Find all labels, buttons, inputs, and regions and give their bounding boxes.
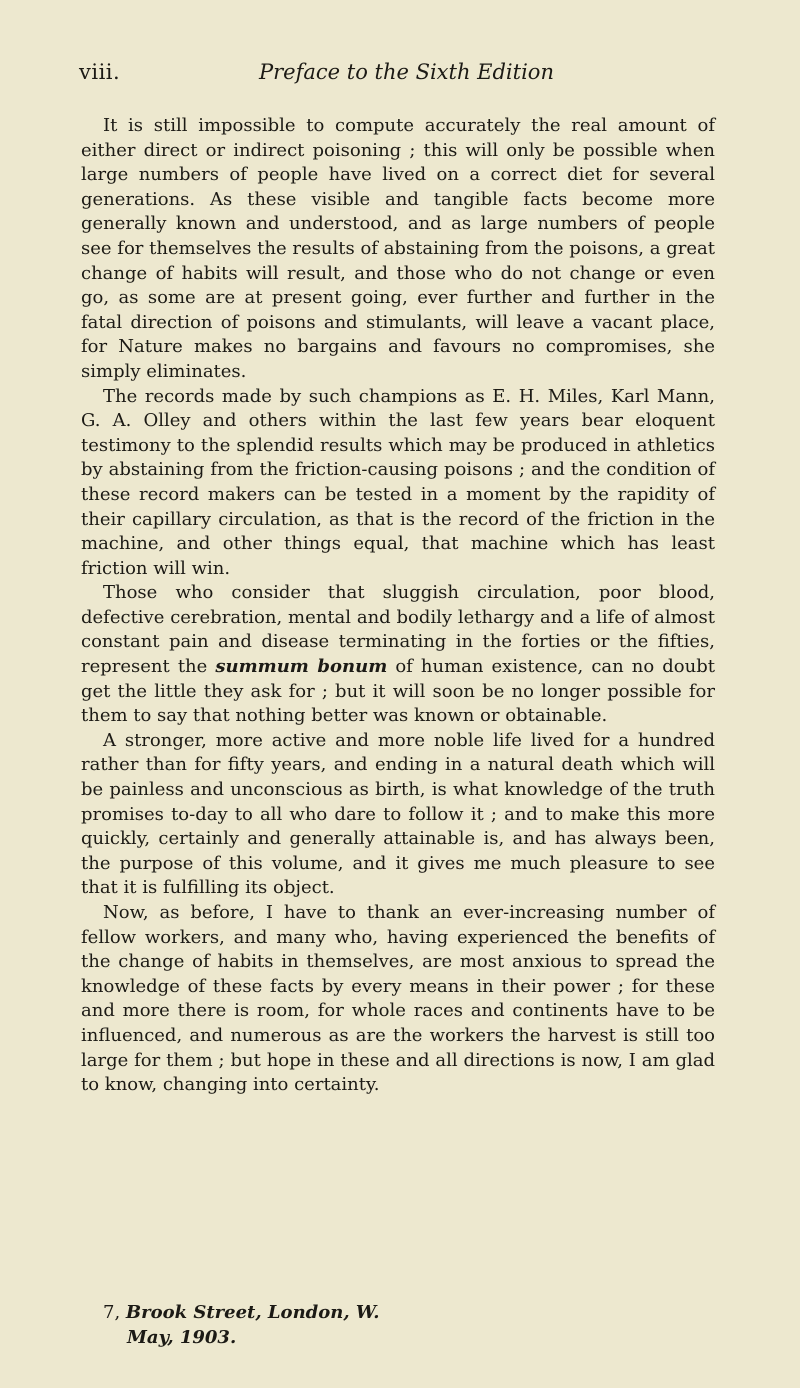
paragraph-3 — [81, 581, 715, 729]
paragraph-4: A stronger, more active and more noble life lived for a hundred rather than for fifty years, and ending in a natural death which will be painless and unconscious as birth, is what knowledge of the truth promises to-day to all who dare to follow it ; and to make this more quickly, certainly and generally attainable is, and has always been, the purpose of this volume, and it gives me much pleasure to see that it is fulfilling its object. — [81, 729, 715, 899]
signoff — [103, 1301, 380, 1350]
running-title: Preface to the Sixth Edition — [259, 60, 554, 84]
paragraph-3-tail: of human existence, can no doubt get the little they ask for ; but it will soon be no longer possible for them to say that nothing better was known or obtainable. — [81, 656, 715, 727]
page-number: viii. — [79, 60, 121, 84]
street-number: 7, — [103, 1302, 126, 1323]
signoff-address: Brook Street, London, W. — [125, 1302, 380, 1323]
signoff-address-line — [103, 1301, 380, 1326]
paragraph-2: The records made by such champions as E. H. Miles, Karl Mann, G. A. Olley and others within the last few years bear eloquent testimony to the splendid results which may be produced in athletics by abstaining from the friction-causing poisons ; and the condition of these record makers can be tested in a moment by the rapidity of their capillary circulation, as that is the record of the friction in the machine, and other things equal, that machine which has least friction will win. — [81, 385, 715, 579]
paragraph-3-lead: Those who consider that sluggish circulation, poor blood, defective cerebration, mental and bodily lethargy and a life of almost constant pain and disease terminating in the forties or the fifties, represent the — [81, 582, 715, 678]
paragraph-1: It is still impossible to compute accurately the real amount of either direct or indirect poisoning ; this will only be possible when large numbers of people have lived on a correct diet for several generations. As these visible and tangible facts become more generally known and understood, and as large numbers of people see for themselves the results of abstaining from the poisons, a great change of habits will result, and those who do not change or even go, as some are at present going, ever further and further in the fatal direction of poisons and stimulants, will leave a vacant place, for Nature makes no bargains and favours no compromises, she simply eliminates. — [81, 115, 715, 382]
signoff-date: May, 1903. — [127, 1326, 237, 1348]
signoff-date-line — [103, 1326, 380, 1351]
paragraph-5: Now, as before, I have to thank an ever-increasing number of fellow workers, and many who, having experienced the benefits of the change of habits in themselves, are most anxious to spread the knowledge of these facts by every means in their power ; for these and more there is room, for whole races and continents have to be influenced, and numerous as are the workers the harvest is still too large for them ; but hope in these and all directions is now, I am glad to know, changing into certainty. — [81, 902, 715, 1096]
page-header — [79, 60, 719, 92]
preface-body — [81, 114, 715, 1098]
latin-phrase: summum bonum — [215, 656, 388, 678]
